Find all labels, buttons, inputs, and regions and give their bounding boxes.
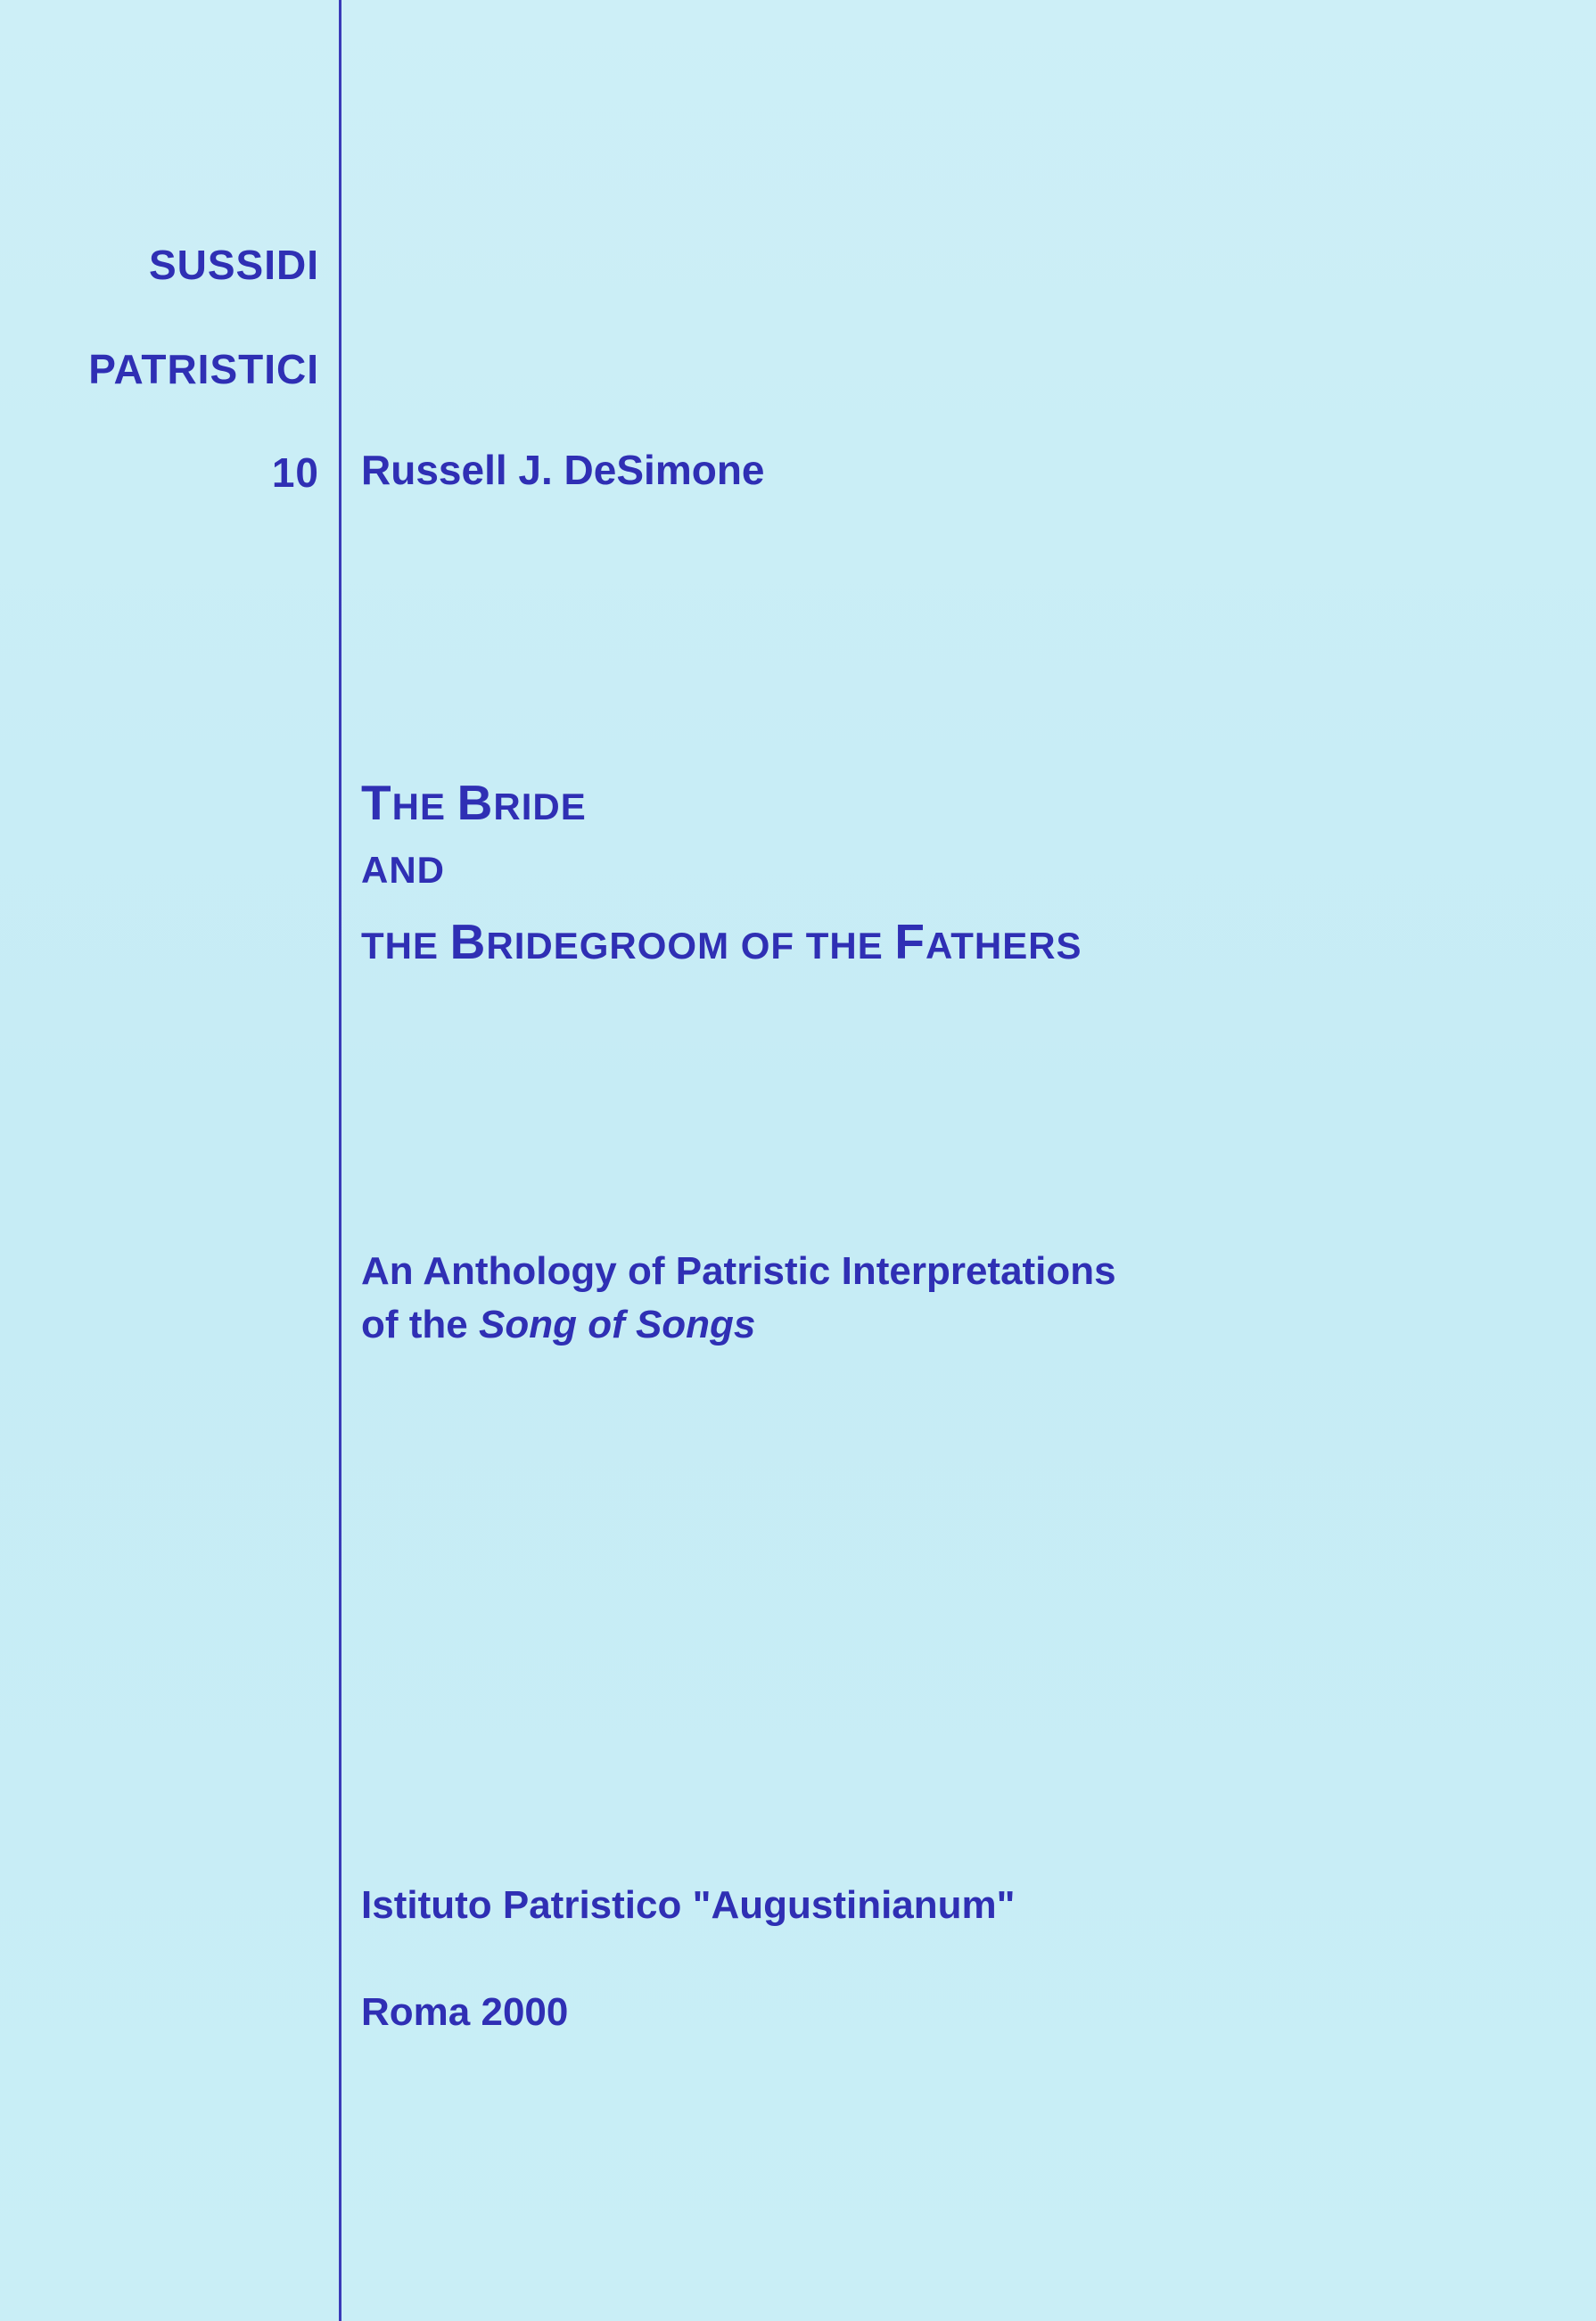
title-initial-f: F xyxy=(894,914,926,969)
subtitle-prefix: of the xyxy=(361,1303,479,1346)
title-word-the: THE xyxy=(361,925,450,967)
title-line-3 xyxy=(361,913,1082,970)
series-number: 10 xyxy=(271,449,319,496)
title-word-ride: RIDE xyxy=(493,786,587,827)
title-initial-b: B xyxy=(457,775,494,830)
subtitle-line-1: An Anthology of Patristic Interpretations xyxy=(361,1249,1116,1293)
series-name-line1: SUSSIDI xyxy=(148,242,319,288)
title-word-he: HE xyxy=(391,786,457,827)
title-initial-t: T xyxy=(361,775,392,830)
place-year: Roma 2000 xyxy=(361,1990,569,2034)
subtitle xyxy=(361,1245,1116,1352)
title-line-2: AND xyxy=(361,849,445,891)
series-name-line2: PATRISTICI xyxy=(88,346,319,392)
subtitle-work-title: Song of Songs xyxy=(478,1303,756,1346)
subtitle-line-2 xyxy=(361,1298,1116,1352)
author-name: Russell J. DeSimone xyxy=(361,447,765,493)
title-word-athers: ATHERS xyxy=(926,925,1082,967)
title-line-1 xyxy=(361,774,587,831)
title-initial-b2: B xyxy=(449,914,487,969)
title-word-ridegroom: RIDEGROOM OF THE xyxy=(486,925,895,967)
vertical-rule xyxy=(339,0,341,2321)
publisher: Istituto Patristico "Augustinianum" xyxy=(361,1883,1016,1927)
